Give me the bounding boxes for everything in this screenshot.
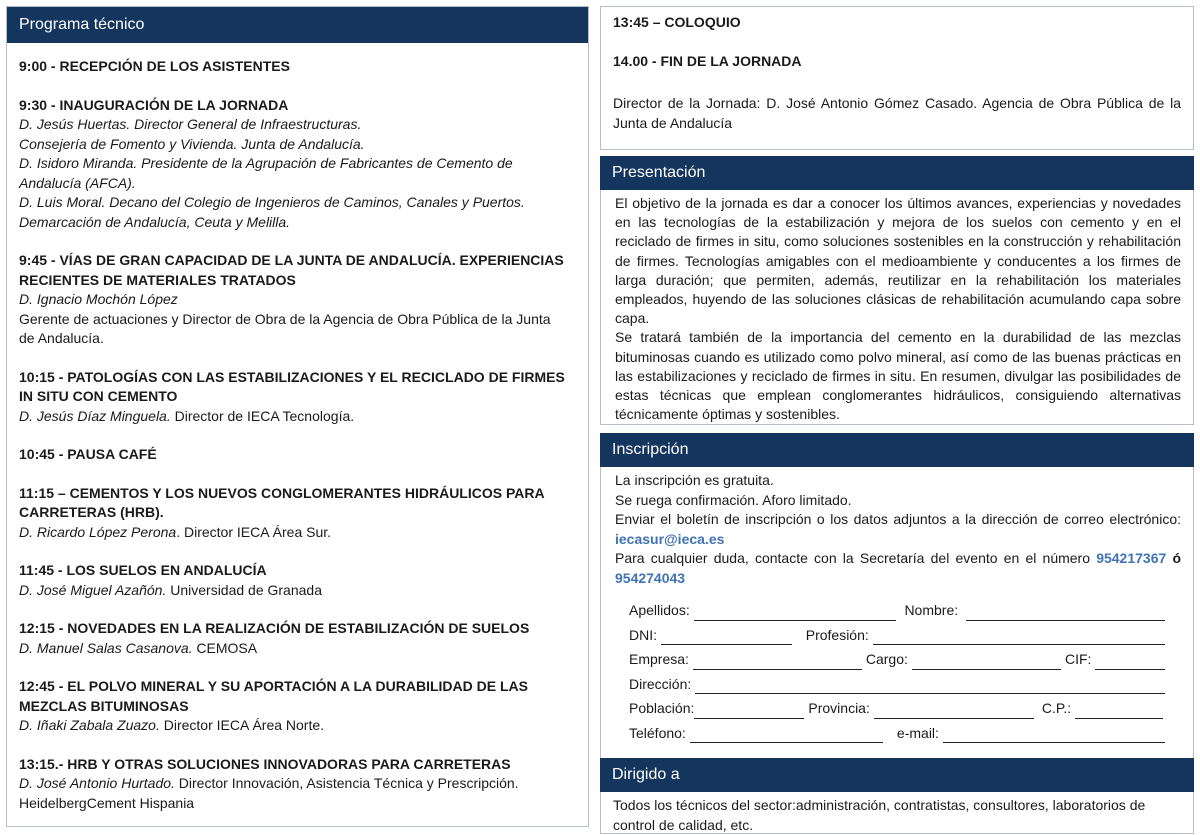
speaker-role: Universidad de Granada bbox=[166, 581, 322, 598]
speaker-role: CEMOSA bbox=[192, 639, 258, 656]
presentacion-paragraph: Se tratará también de la importancia del cemento en la durabilidad de las mezclas bituminosas cuando es utilizado como polvo mineral, así como de las buenas prácticas en las estabilizaciones y reciclado de firmes in situ. En resumen, divulgar las posibilidades de estas técnicas que emplean conglomerantes hidráulicos, consiguiendo alternativas técnicamente óptimas y sostenibles. bbox=[615, 329, 1181, 423]
speaker-line: D. Luis Moral. Decano del Colegio de Ingenieros de Caminos, Canales y Puertos. bbox=[19, 194, 525, 210]
programa-list bbox=[7, 43, 588, 813]
direccion-field[interactable] bbox=[695, 679, 1165, 694]
phone-link[interactable]: 954217367 bbox=[1096, 550, 1167, 566]
presentacion-section bbox=[600, 156, 1194, 425]
dni-label: DNI: bbox=[629, 626, 657, 643]
speaker-role: . Director IECA Área Sur. bbox=[176, 523, 332, 540]
inscripcion-title: Inscripción bbox=[600, 433, 1194, 467]
program-item bbox=[19, 368, 576, 427]
speaker-role: de Andalucía. bbox=[19, 330, 104, 346]
program-item bbox=[19, 619, 576, 658]
cargo-field[interactable] bbox=[912, 655, 1061, 670]
program-heading: 13:15.- HRB Y OTRAS SOLUCIONES INNOVADORAS PARA CARRETERAS bbox=[19, 755, 511, 772]
cif-field[interactable] bbox=[1095, 655, 1165, 670]
program-heading: 11:15 – CEMENTOS Y LOS NUEVOS CONGLOMERANTES HIDRÁULICOS PARA CARRETERAS (HRB). bbox=[19, 484, 545, 520]
email-label: e-mail: bbox=[896, 724, 939, 741]
speaker-name: D. José Miguel Azañón. bbox=[19, 581, 167, 598]
speaker-company: HeidelbergCement Hispania bbox=[19, 794, 195, 811]
speaker-line: Andalucía (AFCA). bbox=[19, 174, 136, 191]
provincia-field[interactable] bbox=[874, 704, 1034, 719]
closing-box bbox=[600, 6, 1194, 150]
fin-heading: 14.00 - FIN DE LA JORNADA bbox=[613, 52, 802, 69]
program-item bbox=[19, 96, 576, 233]
telefono-label: Teléfono: bbox=[629, 724, 686, 741]
inscripcion-line: Se ruega confirmación. Aforo limitado. bbox=[615, 491, 852, 508]
poblacion-field[interactable] bbox=[694, 704, 804, 719]
programa-panel bbox=[6, 6, 589, 827]
dirigido-section bbox=[600, 758, 1194, 834]
speaker-line: D. Jesús Huertas. Director General de Infraestructuras. bbox=[19, 116, 362, 132]
speaker-role: Director Innovación, Asistencia Técnica y Prescripción. bbox=[174, 775, 519, 791]
email-link[interactable]: iecasur@ieca.es bbox=[615, 530, 725, 547]
direccion-label: Dirección: bbox=[629, 675, 692, 692]
program-heading: 11:45 - LOS SUELOS EN ANDALUCÍA bbox=[19, 562, 267, 578]
program-heading: 9:45 - VÍAS DE GRAN CAPACIDAD DE LA JUNTA DE ANDALUCÍA. EXPERIENCIAS RECIENTES DE MATERIALES TRATADOS bbox=[19, 252, 564, 288]
registration-form bbox=[615, 588, 1181, 756]
inscripcion-line: Para cualquier duda, contacte con la Secretaría del evento en el número bbox=[615, 550, 1097, 566]
speaker-name: D. Jesús Díaz Minguela. bbox=[19, 407, 171, 424]
inscripcion-section bbox=[600, 433, 1194, 759]
program-item bbox=[19, 251, 576, 349]
program-heading: 12:15 - NOVEDADES EN LA REALIZACIÓN DE ESTABILIZACIÓN DE SUELOS bbox=[19, 620, 530, 636]
speaker-role: Director de IECA Tecnología. bbox=[170, 407, 355, 424]
apellidos-label: Apellidos: bbox=[629, 602, 690, 618]
program-heading: 10:15 - PATOLOGÍAS CON LAS ESTABILIZACIONES Y EL RECICLADO DE FIRMES IN SITU CON CEMENTO bbox=[19, 368, 565, 404]
apellidos-field[interactable] bbox=[694, 606, 897, 621]
nombre-label: Nombre: bbox=[904, 602, 959, 618]
email-field[interactable] bbox=[943, 728, 1165, 743]
inscripcion-body bbox=[600, 467, 1194, 759]
speaker-role: Gerente de actuaciones y Director de Obra de la Agencia de Obra Pública de la Junta bbox=[19, 310, 551, 327]
program-item bbox=[19, 57, 576, 77]
provincia-label: Provincia: bbox=[808, 700, 870, 716]
empresa-label: Empresa: bbox=[629, 651, 689, 667]
program-heading: 9:00 - RECEPCIÓN DE LOS ASISTENTES bbox=[19, 58, 290, 74]
cp-field[interactable] bbox=[1075, 704, 1163, 719]
program-item bbox=[19, 445, 576, 465]
telefono-field[interactable] bbox=[690, 728, 883, 743]
inscripcion-line: Enviar el boletín de inscripción o los datos adjuntos a la dirección de correo electrónico: bbox=[615, 511, 1181, 527]
dirigido-title: Dirigido a bbox=[600, 758, 1194, 792]
presentacion-paragraph: El objetivo de la jornada es dar a conocer los últimos avances, experiencias y novedades en las tecnologías de la estabilización y mejora de los suelos con cemento y en el reciclado de firmes in situ, como soluciones sostenibles en la construcción y rehabilitación de firmes. Tecnologías amigables con el medioambiente y conducentes a los firmes de larga duración; que permiten, además, reutilizar en la rehabilitación los materiales empleados, huyendo de las soluciones clásicas de rehabilitación acumulando capa sobre capa. bbox=[615, 195, 1181, 327]
phone-separator: ó bbox=[1166, 550, 1181, 566]
program-item bbox=[19, 561, 576, 600]
phone-link[interactable]: 954274043 bbox=[615, 569, 686, 586]
cargo-label: Cargo: bbox=[865, 651, 908, 667]
speaker-name: D. Manuel Salas Casanova. bbox=[19, 639, 193, 656]
speaker-line: Consejería de Fomento y Vivienda. Junta de Andalucía. bbox=[19, 135, 365, 152]
presentacion-title: Presentación bbox=[600, 156, 1194, 190]
profesion-label: Profesión: bbox=[805, 626, 869, 643]
director-text: Director de la Jornada: D. José Antonio Gómez Casado. Agencia de Obra Pública de la Junta de Andalucía bbox=[613, 95, 1181, 131]
info-column bbox=[600, 6, 1194, 833]
program-heading: 9:30 - INAUGURACIÓN DE LA JORNADA bbox=[19, 96, 289, 113]
poblacion-label: Población: bbox=[629, 700, 695, 716]
speaker-name: D. José Antonio Hurtado. bbox=[19, 775, 175, 791]
cp-label: C.P.: bbox=[1041, 700, 1072, 716]
program-item bbox=[19, 755, 576, 814]
dirigido-body: Todos los técnicos del sector:administración, contratistas, consultores, laboratorios de control de calidad, etc. bbox=[600, 792, 1194, 834]
speaker-role: Director IECA Área Norte. bbox=[159, 717, 325, 733]
speaker-line: D. Isidoro Miranda. Presidente de la Agrupación de Fabricantes de Cemento de bbox=[19, 155, 513, 171]
program-heading: 10:45 - PAUSA CAFÉ bbox=[19, 446, 157, 462]
speaker-name: D. Ignacio Mochón López bbox=[19, 291, 178, 307]
program-item bbox=[19, 677, 576, 736]
profesion-field[interactable] bbox=[873, 630, 1165, 645]
presentacion-body bbox=[600, 190, 1194, 425]
speaker-name: D. Iñaki Zabala Zuazo. bbox=[19, 717, 160, 733]
cif-label: CIF: bbox=[1064, 651, 1092, 667]
inscripcion-line: La inscripción es gratuita. bbox=[615, 472, 774, 488]
speaker-name: D. Ricardo López Perona bbox=[19, 523, 177, 540]
programa-title: Programa técnico bbox=[7, 7, 588, 43]
program-heading: 12:45 - EL POLVO MINERAL Y SU APORTACIÓN A LA DURABILIDAD DE LAS MEZCLAS BITUMINOSAS bbox=[19, 678, 528, 714]
program-item bbox=[19, 484, 576, 543]
nombre-field[interactable] bbox=[966, 606, 1165, 621]
empresa-field[interactable] bbox=[693, 655, 862, 670]
speaker-line: Demarcación de Andalucía, Ceuta y Melilla. bbox=[19, 213, 291, 230]
dni-field[interactable] bbox=[661, 630, 792, 645]
coloquio-heading: 13:45 – COLOQUIO bbox=[613, 14, 741, 30]
